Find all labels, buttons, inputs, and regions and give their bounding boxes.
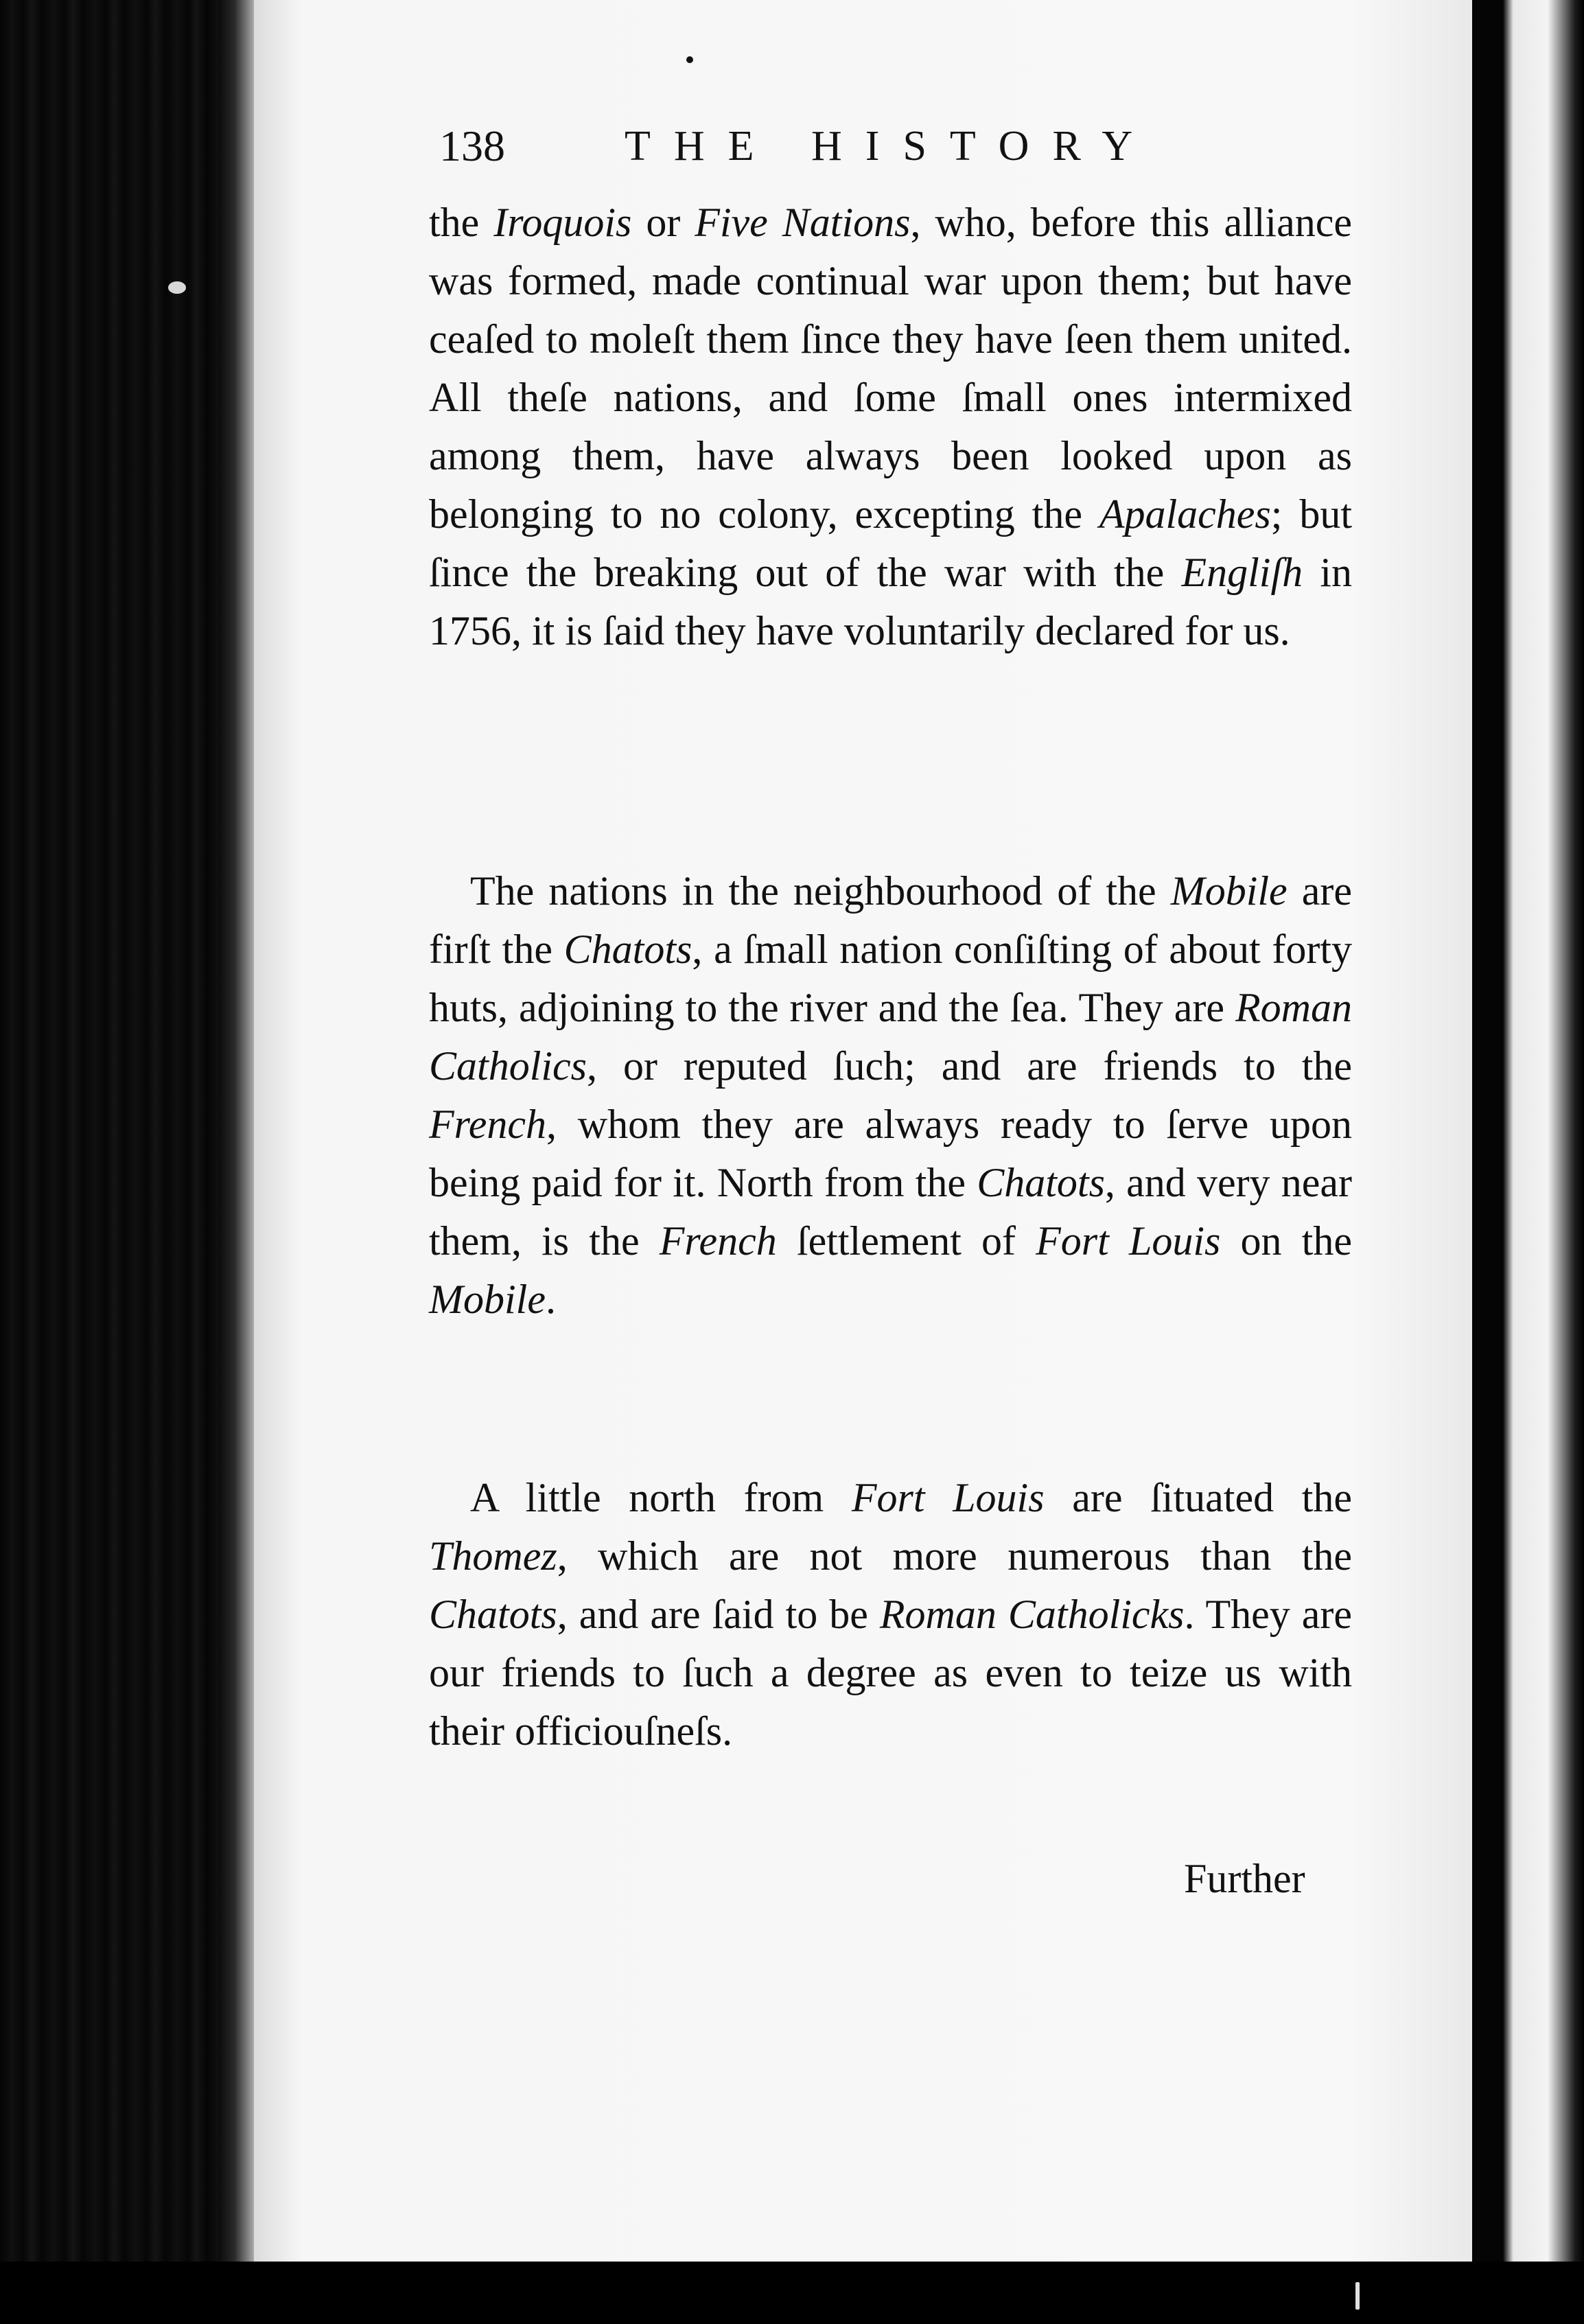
page-header xyxy=(439,115,1208,177)
bottom-border xyxy=(0,2262,1584,2324)
paragraph-1 xyxy=(429,194,1352,660)
italic-text: Iroquois xyxy=(493,200,632,245)
catchword: Further xyxy=(1184,1856,1305,1901)
body-text: , and are ſaid to be xyxy=(557,1592,880,1637)
body-text: , a ſmall nation conſiſting of about forty huts, adjoining to the river and the ſea. They are xyxy=(429,927,1352,1030)
body-text: ; but ſince the breaking out of the war with the xyxy=(429,491,1352,595)
paragraph-text xyxy=(429,1469,1352,1761)
italic-text: Chatots xyxy=(977,1160,1105,1205)
paragraph-text xyxy=(429,194,1352,660)
ink-speck xyxy=(168,281,186,294)
italic-text: Engliſh xyxy=(1181,550,1303,595)
italic-text: Roman Catholics xyxy=(429,985,1352,1089)
ink-speck xyxy=(1355,2282,1360,2310)
italic-text: Mobile xyxy=(1170,868,1288,914)
italic-text: Fort Louis xyxy=(851,1475,1045,1520)
body-text: the xyxy=(429,200,494,245)
body-text: The nations in the neighbourhood of the xyxy=(470,868,1171,914)
body-text: A little north from xyxy=(470,1475,852,1520)
body-text: ſettlement of xyxy=(776,1218,1036,1264)
italic-text: French xyxy=(429,1102,547,1147)
page-shadow xyxy=(218,0,259,2324)
paragraph-text xyxy=(429,862,1352,1329)
ink-speck xyxy=(686,56,693,63)
italic-text: Fort Louis xyxy=(1036,1218,1221,1264)
body-text: are firſt the xyxy=(429,868,1352,972)
italic-text: Chatots xyxy=(429,1592,557,1637)
body-text: in 1756, it is ſaid they have voluntarily declared for us. xyxy=(429,550,1352,653)
page-number: 138 xyxy=(439,121,505,170)
body-text: , who, before this alliance was formed, made continual war upon them; but have ceaſed to moleſt them ſince they have ſeen them united. All theſe nations, and ſome ſmall ones intermixed among them, have always been looked upon as belonging to no colony, excepting the xyxy=(429,200,1352,537)
body-text: . xyxy=(545,1277,556,1322)
right-page-edge xyxy=(1472,0,1584,2324)
body-text: , which are not more numerous than the xyxy=(557,1533,1352,1579)
body-text: , or reputed ſuch; and are friends to the xyxy=(587,1043,1352,1089)
italic-text: Apalaches xyxy=(1099,491,1271,537)
running-title: THE HISTORY xyxy=(625,123,1156,170)
italic-text: Chatots xyxy=(563,927,692,972)
italic-text: French xyxy=(659,1218,777,1264)
body-text: on the xyxy=(1220,1218,1352,1264)
italic-text: Five Nations xyxy=(695,200,911,245)
italic-text: Roman Catholicks xyxy=(879,1592,1185,1637)
body-text: , and very near them, is the xyxy=(429,1160,1352,1264)
paragraph-3 xyxy=(429,1469,1352,1761)
body-text: . They are our friends to ſuch a degree as even to teize us with their officiouſneſs. xyxy=(429,1592,1352,1754)
paragraph-2 xyxy=(429,862,1352,1329)
binding-gutter xyxy=(0,0,247,2324)
italic-text: Thomez xyxy=(429,1533,557,1579)
body-text: or xyxy=(631,200,695,245)
italic-text: Mobile xyxy=(429,1277,546,1322)
body-text: are ſituated the xyxy=(1044,1475,1353,1520)
body-text: , whom they are always ready to ſerve upon being paid for it. North from the xyxy=(429,1102,1352,1205)
